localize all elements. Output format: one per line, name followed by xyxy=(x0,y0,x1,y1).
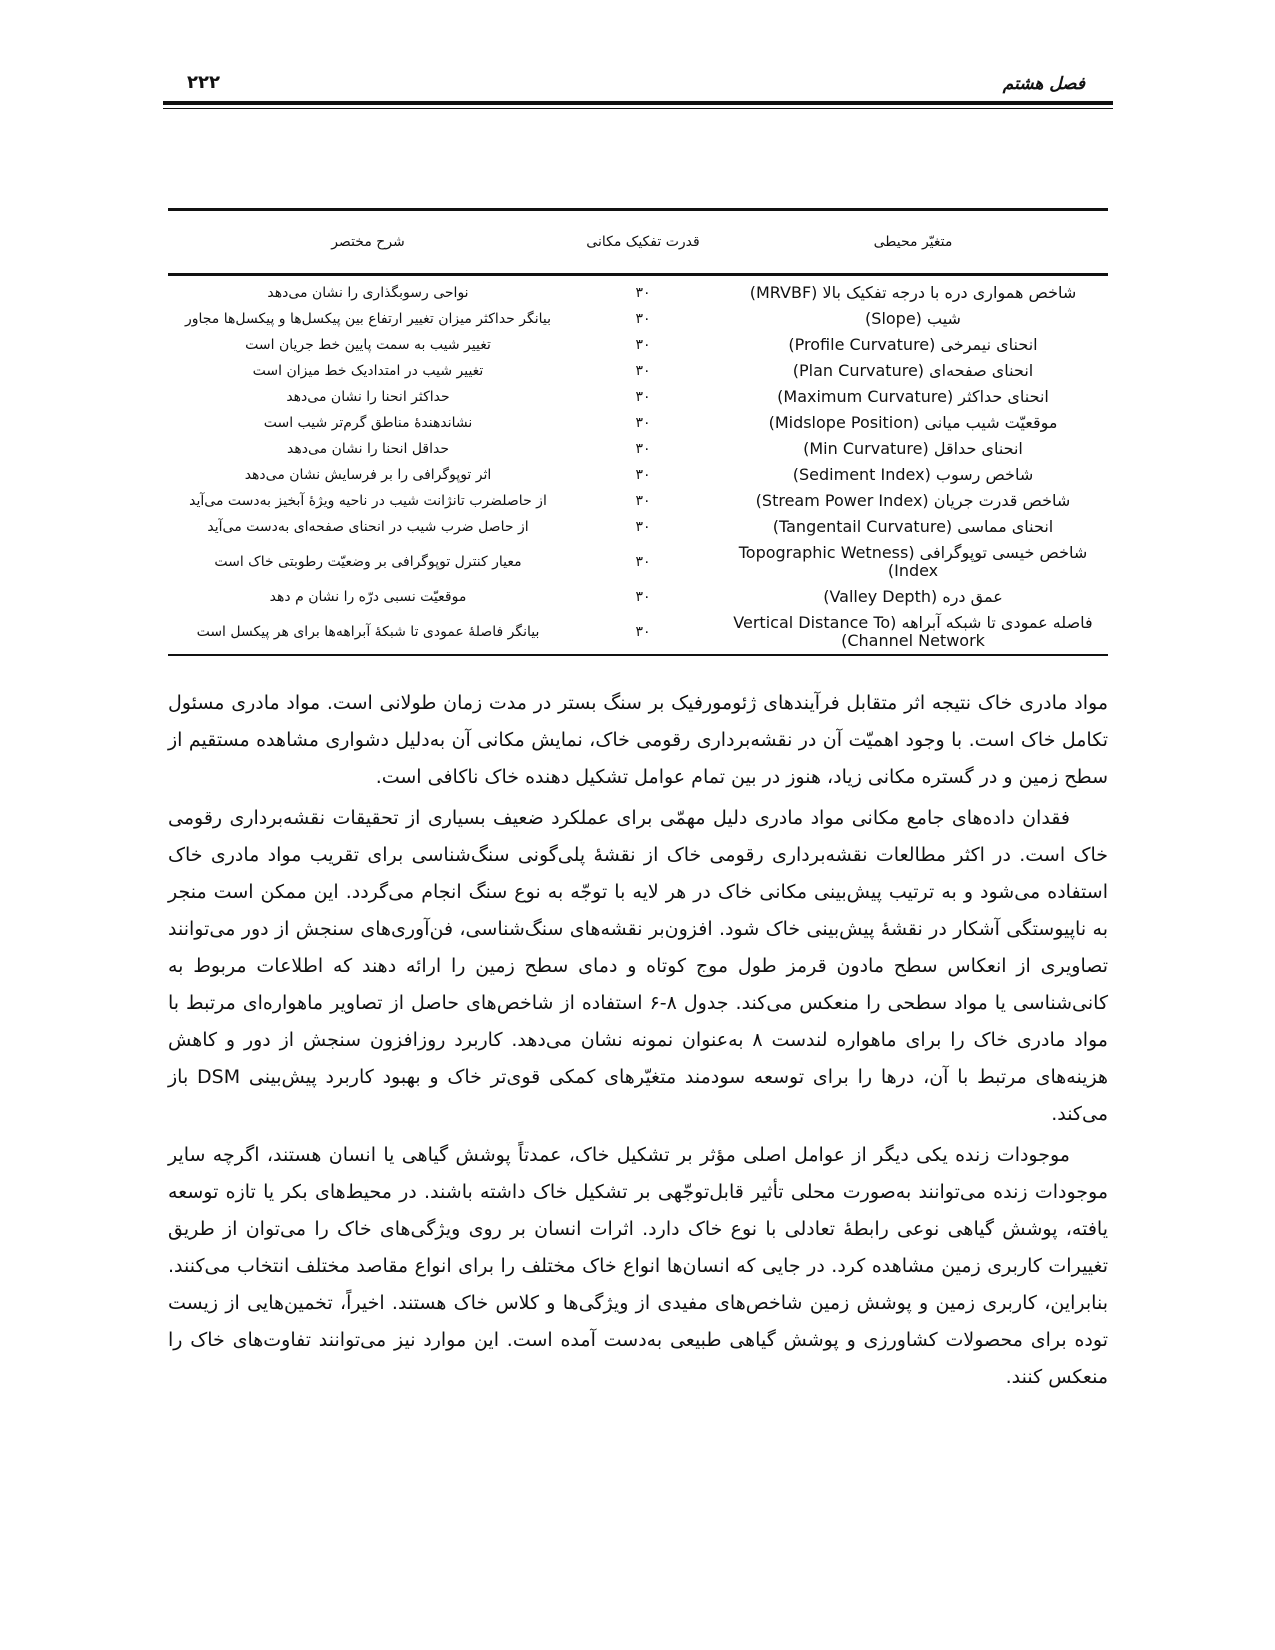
table-row xyxy=(168,306,1108,332)
cell-description: معیار کنترل توپوگرافی بر وضعیّت رطوبتی خاک است xyxy=(214,554,522,570)
body-text xyxy=(168,685,1108,1400)
table-row xyxy=(168,410,1108,436)
table-row xyxy=(168,584,1108,610)
cell-resolution: ۳۰ xyxy=(635,363,651,379)
cell-description: حداقل انحنا را نشان می‌دهد xyxy=(286,441,450,457)
cell-description: نواحی رسوبگذاری را نشان می‌دهد xyxy=(267,285,469,301)
cell-resolution: ۳۰ xyxy=(635,467,651,483)
cell-variable: انحنای مماسی (Tangentail Curvature) xyxy=(772,517,1054,536)
cell-resolution: ۳۰ xyxy=(568,610,718,655)
environmental-variables-table xyxy=(168,208,1108,656)
cell-variable: انحنای حداکثر (Maximum Curvature) xyxy=(777,387,1049,406)
paragraph: فقدان داده‌های جامع مکانی مواد مادری دلیل مهمّی برای عملکرد ضعیف بسیاری از تحقیقات نقشه‌برداری رقومی خاک است. در اکثر مطالعات نقشه‌برداری رقومی خاک از نقشهٔ پلی‌گونی سنگ‌شناسی برای تقریب مواد مادری خاک استفاده می‌شود و به ترتیب پیش‌بینی مکانی خاک در هر لایه با توجّه به نوع سنگ انجام می‌گردد. این ممکن است منجر به ناپیوستگی آشکار در نقشهٔ پیش‌بینی خاک شود. افزون‌بر نقشه‌های سنگ‌شناسی، فن‌آوری‌های سنجش از دور می‌توانند تصاویری از انعکاس سطح مادون قرمز طول موج کوتاه و دمای سطح زمین را ارائه دهند که اطلاعات مربوط به کانی‌شناسی یا مواد سطحی را منعکس می‌کند. جدول ۸-۶ استفاده از شاخص‌های حاصل از تصاویر ماهواره‌ای مرتبط با مواد مادری خاک را برای ماهواره لندست ۸ به‌عنوان نمونه نشان می‌دهد. کاربرد روزافزون سنجش از دور و کاهش هزینه‌های مرتبط با آن، درها را برای توسعه سودمند متغیّرهای کمکی قوی‌تر خاک و بهبود کاربرد پیش‌بینی DSM باز می‌کند. xyxy=(168,807,1109,1125)
page-number: ۲۲۲ xyxy=(187,72,220,93)
cell-variable: شاخص همواری دره با درجه تفکیک بالا (MRVBF) xyxy=(749,283,1077,302)
cell-variable: انحنای صفحه‌ای (Plan Curvature) xyxy=(792,361,1034,380)
table-row xyxy=(168,436,1108,462)
cell-resolution: ۳۰ xyxy=(635,441,651,457)
cell-resolution: ۳۰ xyxy=(635,554,651,570)
cell-description: از حاصلضرب تانژانت شیب در ناحیه ویژهٔ آبخیز به‌دست می‌آید xyxy=(189,493,547,509)
column-header-description: شرح مختصر xyxy=(168,210,568,275)
paragraph: مواد مادری خاک نتیجه اثر متقابل فرآیندهای ژئومورفیک بر سنگ بستر در مدت زمان طولانی است. مواد مادری مسئول تکامل خاک است. با وجود اهمیّت آن در نقشه‌برداری رقومی خاک، نمایش مکانی آن به‌دلیل دشواری مشاهده مستقیم از سطح زمین و در گستره مکانی زیاد، هنوز در بین تمام عوامل تشکیل دهنده خاک ناکافی است. xyxy=(168,692,1108,788)
cell-description: تغییر شیب در امتدادیک خط میزان است xyxy=(252,363,484,379)
cell-description: تغییر شیب به سمت پایین خط جریان است xyxy=(245,337,491,353)
cell-variable: شاخص رسوب (Sediment Index) xyxy=(792,465,1034,484)
table-row xyxy=(168,358,1108,384)
cell-variable: شاخص قدرت جریان (Stream Power Index) xyxy=(755,491,1071,510)
column-header-variable: متغیّر محیطی xyxy=(718,210,1108,275)
table-row xyxy=(168,540,1108,584)
cell-description: بیانگر فاصلهٔ عمودی تا شبکهٔ آبراهه‌ها برای هر پیکسل است xyxy=(168,610,568,655)
cell-resolution: ۳۰ xyxy=(635,519,651,535)
cell-variable: شیب (Slope) xyxy=(865,309,961,328)
table-row xyxy=(168,332,1108,358)
cell-description: موقعیّت نسبی درّه را نشان م دهد xyxy=(269,589,467,605)
table-body xyxy=(168,275,1108,656)
table-row xyxy=(168,514,1108,540)
header-rule-thin xyxy=(163,108,1113,109)
table-header-row xyxy=(168,210,1108,275)
cell-resolution: ۳۰ xyxy=(635,415,651,431)
table-row xyxy=(168,275,1108,307)
cell-variable: عمق دره (Valley Depth) xyxy=(823,587,1003,606)
table-row xyxy=(168,610,1108,655)
cell-description: نشاندهندهٔ مناطق گرم‌تر شیب است xyxy=(263,415,473,431)
cell-variable: شاخص خیسی توپوگرافی (Topographic Wetness Index) xyxy=(738,543,1088,580)
cell-variable: موقعیّت شیب میانی (Midslope Position) xyxy=(768,413,1058,432)
column-header-resolution: قدرت تفکیک مکانی xyxy=(568,210,718,275)
cell-description: از حاصل ضرب شیب در انحنای صفحه‌ای به‌دست می‌آید xyxy=(207,519,529,535)
cell-resolution: ۳۰ xyxy=(635,311,651,327)
cell-variable: فاصله عمودی تا شبکه آبراهه (Vertical Distance To Channel Network) xyxy=(718,610,1108,655)
header-rule-thick xyxy=(163,101,1113,105)
table-row xyxy=(168,462,1108,488)
cell-resolution: ۳۰ xyxy=(635,493,651,509)
paragraph: موجودات زنده یکی دیگر از عوامل اصلی مؤثر بر تشکیل خاک، عمدتاً پوشش گیاهی یا انسان هستند، اگرچه سایر موجودات زنده می‌توانند به‌صورت محلی تأثیر قابل‌توجّهی بر تشکیل خاک داشته باشند. در محیط‌های بکر یا تازه توسعه یافته، پوشش گیاهی نوعی رابطهٔ تعادلی با نوع خاک دارد. اثرات انسان بر روی ویژگی‌های خاک را می‌توان از طریق تغییرات کاربری زمین مشاهده کرد. در جایی که انسان‌ها انواع خاک مختلف را برای انواع مقاصد مختلف انتخاب می‌کنند. بنابراین، کاربری زمین و پوشش زمین شاخص‌های مفیدی از ویژگی‌ها و کلاس خاک هستند. اخیراً، تخمین‌هایی از زیست توده برای محصولات کشاورزی و پوشش گیاهی طبیعی به‌دست آمده است. این موارد نیز می‌توانند تفاوت‌های خاک را منعکس کنند. xyxy=(168,1144,1108,1388)
cell-resolution: ۳۰ xyxy=(635,285,651,301)
chapter-title: فصل هشتم xyxy=(1002,74,1085,94)
cell-variable: انحنای نیمرخی (Profile Curvature) xyxy=(788,335,1038,354)
cell-variable: انحنای حداقل (Min Curvature) xyxy=(803,439,1023,458)
cell-description: بیانگر حداکثر میزان تغییر ارتفاع بین پیکسل‌ها و پیکسل‌ها مجاور xyxy=(184,311,552,327)
cell-resolution: ۳۰ xyxy=(635,337,651,353)
cell-resolution: ۳۰ xyxy=(635,389,651,405)
cell-resolution: ۳۰ xyxy=(635,589,651,605)
cell-description: حداکثر انحنا را نشان می‌دهد xyxy=(286,389,450,405)
table-row xyxy=(168,384,1108,410)
cell-description: اثر توپوگرافی را بر فرسایش نشان می‌دهد xyxy=(244,467,492,483)
table-row xyxy=(168,488,1108,514)
